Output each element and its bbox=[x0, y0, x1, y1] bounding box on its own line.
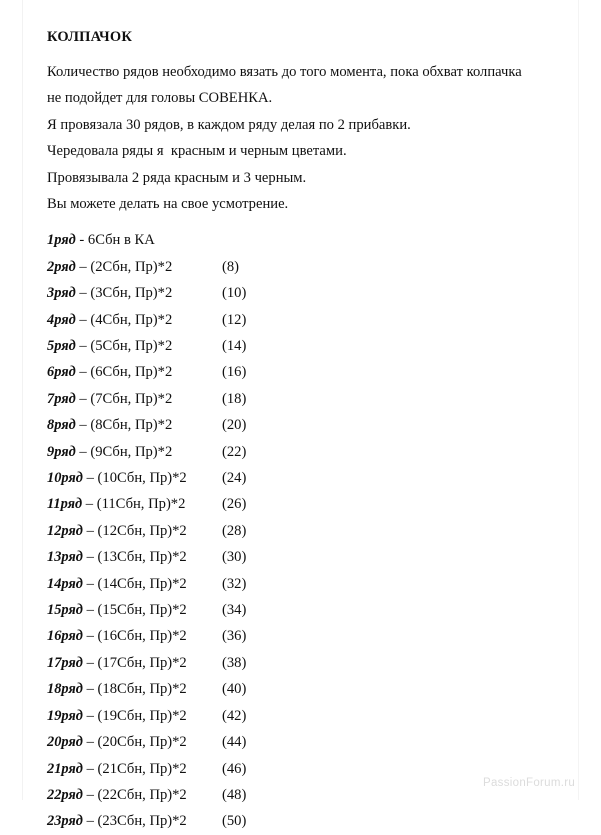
intro-paragraph: Я провязала 30 рядов, в каждом ряду делая по 2 прибавки. bbox=[47, 116, 411, 133]
row-instruction bbox=[47, 571, 567, 597]
row-stitch-count: (50) bbox=[222, 813, 247, 830]
row-stitch-formula: – (22Сбн, Пр)*2 bbox=[82, 786, 187, 803]
row-stitch-formula: – (2Сбн, Пр)*2 bbox=[75, 258, 173, 275]
row-number-label: 14ряд bbox=[47, 575, 83, 592]
row-stitch-formula: – (21Сбн, Пр)*2 bbox=[82, 760, 187, 777]
row-instruction bbox=[47, 518, 567, 544]
row-number-label: 2ряд bbox=[47, 258, 76, 275]
row-number-label: 12ряд bbox=[47, 522, 83, 539]
row-stitch-count: (46) bbox=[222, 760, 247, 777]
row-stitch-formula: – (23Сбн, Пр)*2 bbox=[82, 813, 187, 830]
row-stitch-count: (12) bbox=[222, 311, 247, 328]
row-number-label: 1ряд bbox=[47, 232, 76, 249]
row-stitch-count: (38) bbox=[222, 654, 247, 671]
row-instruction bbox=[47, 227, 567, 253]
row-instruction-list bbox=[47, 227, 567, 834]
row-stitch-count: (16) bbox=[222, 364, 247, 381]
row-instruction bbox=[47, 386, 567, 412]
row-number-label: 21ряд bbox=[47, 760, 83, 777]
row-stitch-formula: – (10Сбн, Пр)*2 bbox=[82, 470, 187, 487]
row-instruction bbox=[47, 280, 567, 306]
intro-paragraph: Количество рядов необходимо вязать до того момента, пока обхват колпачка bbox=[47, 63, 522, 80]
page-margin-edge-right bbox=[578, 0, 579, 800]
row-stitch-formula: – (20Сбн, Пр)*2 bbox=[82, 734, 187, 751]
row-instruction bbox=[47, 544, 567, 570]
row-stitch-formula: – (15Сбн, Пр)*2 bbox=[82, 602, 187, 619]
row-instruction bbox=[47, 703, 567, 729]
row-stitch-count: (34) bbox=[222, 602, 247, 619]
row-instruction bbox=[47, 359, 567, 385]
row-number-label: 11ряд bbox=[47, 496, 83, 513]
intro-paragraph: не подойдет для головы СОВЕНКА. bbox=[47, 90, 273, 107]
row-instruction bbox=[47, 412, 567, 438]
row-number-label: 16ряд bbox=[47, 628, 83, 645]
row-instruction bbox=[47, 333, 567, 359]
row-stitch-count: (32) bbox=[222, 575, 247, 592]
row-stitch-count: (14) bbox=[222, 338, 247, 354]
intro-paragraph: Чередовала ряды я красным и черным цветами. bbox=[47, 143, 347, 160]
row-instruction bbox=[47, 623, 567, 649]
row-instruction bbox=[47, 676, 567, 702]
row-number-label: 4ряд bbox=[47, 311, 76, 328]
row-stitch-formula: – (6Сбн, Пр)*2 bbox=[75, 364, 173, 381]
row-stitch-count: (48) bbox=[222, 786, 247, 803]
row-number-label: 18ряд bbox=[47, 681, 83, 698]
row-number-label: 23ряд bbox=[47, 813, 83, 830]
row-instruction bbox=[47, 597, 567, 623]
row-stitch-formula: – (16Сбн, Пр)*2 bbox=[82, 628, 187, 645]
row-stitch-count: (42) bbox=[222, 707, 247, 724]
row-stitch-formula: – (12Сбн, Пр)*2 bbox=[82, 522, 187, 539]
row-stitch-formula: - 6Сбн в КА bbox=[75, 232, 155, 249]
row-stitch-count: (26) bbox=[222, 496, 247, 513]
row-instruction bbox=[47, 491, 567, 517]
site-watermark: PassionForum.ru bbox=[483, 777, 576, 789]
row-stitch-count: (44) bbox=[222, 734, 247, 751]
row-stitch-formula: – (19Сбн, Пр)*2 bbox=[82, 707, 187, 724]
intro-paragraph: Вы можете делать на свое усмотрение. bbox=[47, 195, 289, 212]
row-number-label: 10ряд bbox=[47, 470, 83, 487]
row-stitch-formula: – (8Сбн, Пр)*2 bbox=[75, 417, 173, 434]
row-stitch-count: (8) bbox=[222, 258, 240, 275]
row-instruction bbox=[47, 465, 567, 491]
row-instruction bbox=[47, 729, 567, 755]
row-stitch-formula: – (11Сбн, Пр)*2 bbox=[82, 496, 186, 513]
row-stitch-formula: – (3Сбн, Пр)*2 bbox=[75, 285, 173, 302]
row-stitch-count: (28) bbox=[222, 522, 247, 539]
row-number-label: 15ряд bbox=[47, 602, 83, 619]
document-content bbox=[47, 30, 567, 835]
row-stitch-formula: – (18Сбн, Пр)*2 bbox=[82, 681, 187, 698]
row-stitch-count: (22) bbox=[222, 443, 247, 460]
row-number-label: 19ряд bbox=[47, 707, 83, 724]
row-stitch-formula: – (13Сбн, Пр)*2 bbox=[82, 549, 187, 566]
row-stitch-count: (18) bbox=[222, 390, 247, 407]
row-stitch-count: (40) bbox=[222, 681, 247, 698]
row-stitch-formula: – (5Сбн, Пр)*2 bbox=[75, 338, 173, 354]
row-number-label: 13ряд bbox=[47, 549, 83, 566]
row-instruction bbox=[47, 808, 567, 834]
row-stitch-formula: – (17Сбн, Пр)*2 bbox=[82, 654, 187, 671]
row-stitch-formula: – (9Сбн, Пр)*2 bbox=[75, 443, 173, 460]
row-stitch-count: (30) bbox=[222, 549, 247, 566]
page-margin-edge-left bbox=[22, 0, 23, 800]
intro-paragraphs bbox=[47, 59, 567, 217]
row-number-label: 8ряд bbox=[47, 417, 76, 434]
row-stitch-count: (36) bbox=[222, 628, 247, 645]
row-stitch-formula: – (4Сбн, Пр)*2 bbox=[75, 311, 173, 328]
row-instruction bbox=[47, 254, 567, 280]
page-title: КОЛПАЧОК bbox=[47, 29, 133, 45]
row-number-label: 17ряд bbox=[47, 654, 83, 671]
row-number-label: 3ряд bbox=[47, 285, 76, 302]
row-instruction bbox=[47, 439, 567, 465]
row-number-label: 6ряд bbox=[47, 364, 76, 381]
row-number-label: 7ряд bbox=[47, 390, 76, 407]
row-number-label: 22ряд bbox=[47, 786, 83, 803]
row-stitch-formula: – (7Сбн, Пр)*2 bbox=[75, 390, 173, 407]
row-number-label: 5ряд bbox=[47, 338, 76, 354]
row-stitch-count: (10) bbox=[222, 285, 247, 302]
row-stitch-formula: – (14Сбн, Пр)*2 bbox=[82, 575, 187, 592]
row-instruction bbox=[47, 307, 567, 333]
intro-paragraph: Провязывала 2 ряда красным и 3 черным. bbox=[47, 169, 307, 186]
row-instruction bbox=[47, 650, 567, 676]
row-stitch-count: (24) bbox=[222, 470, 247, 487]
row-number-label: 9ряд bbox=[47, 443, 76, 460]
row-number-label: 20ряд bbox=[47, 734, 83, 751]
row-stitch-count: (20) bbox=[222, 417, 247, 434]
